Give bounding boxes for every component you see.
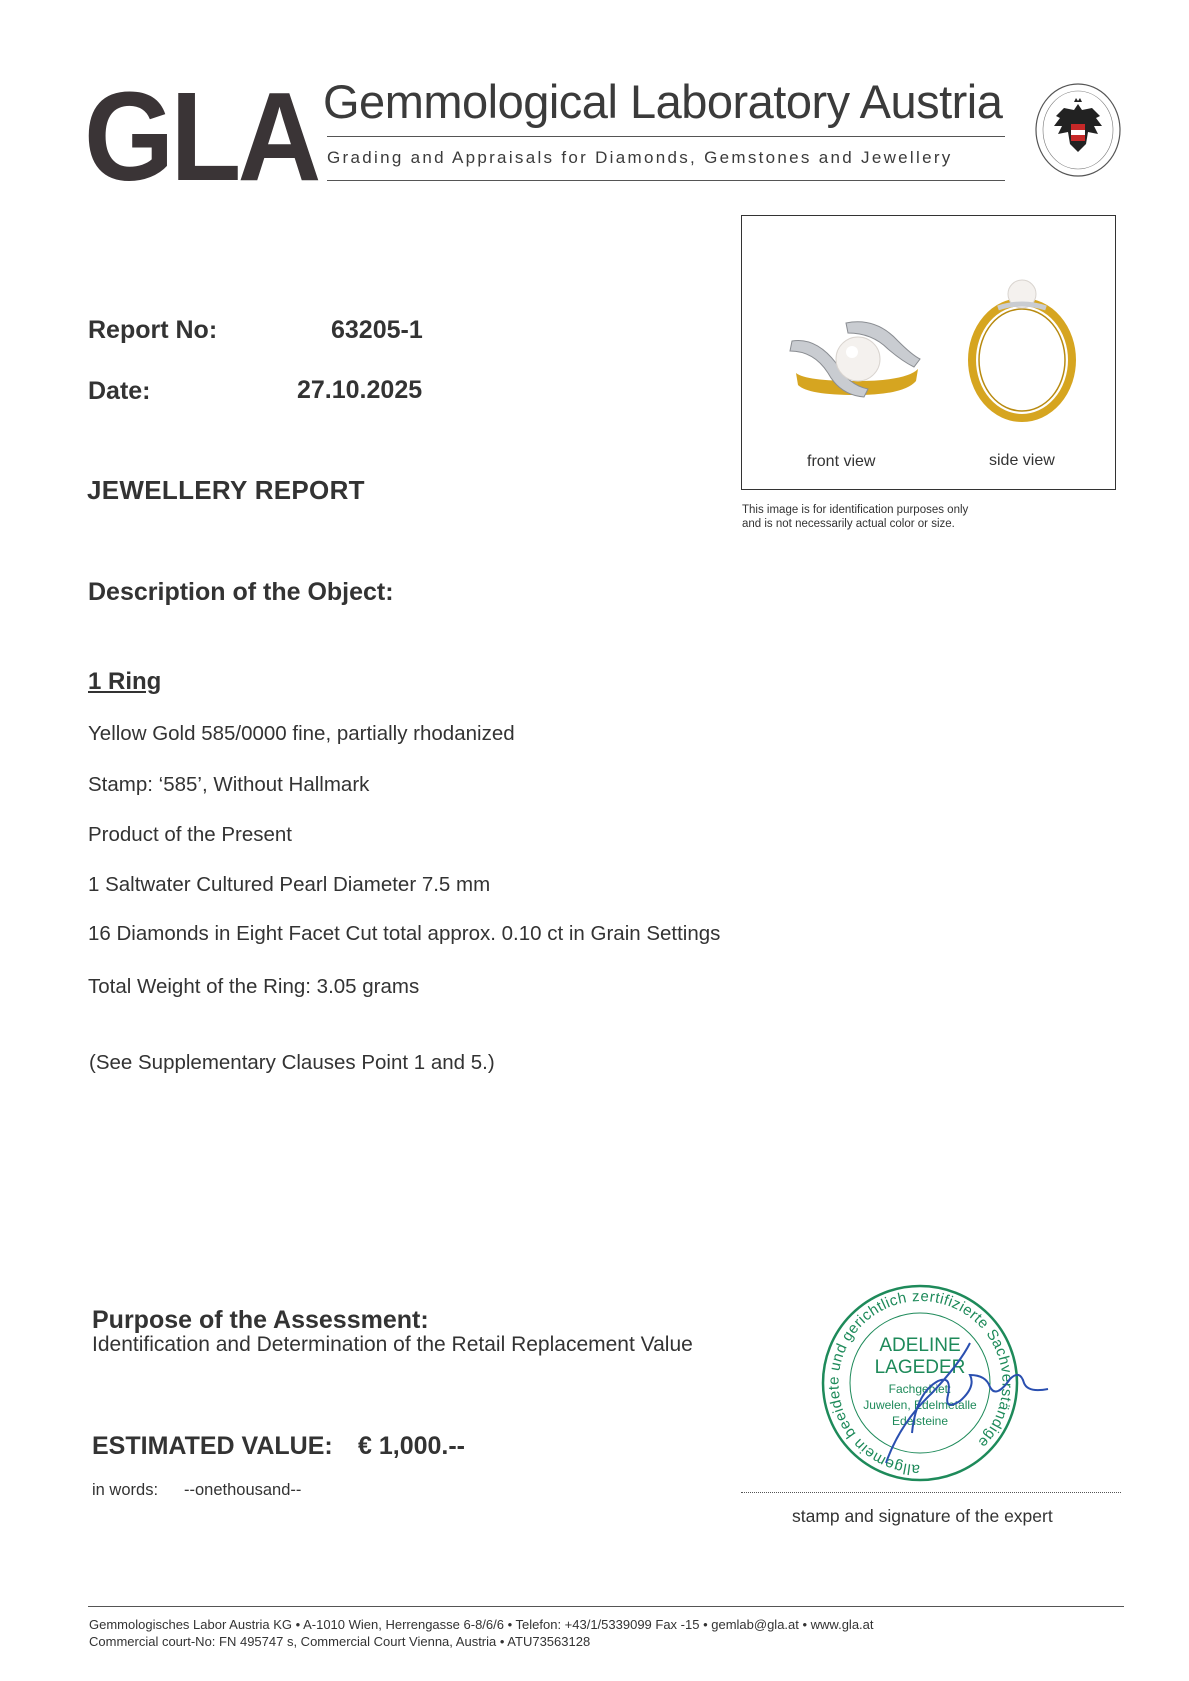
in-words-label: in words: xyxy=(92,1481,159,1499)
footer-address: Gemmologisches Labor Austria KG • A-1010 Wien, Herrengasse 6-8/6/6 • Telefon: +43/1/5339099 Fax -15 • gemlab@gla.at • www.gla.at xyxy=(89,1617,874,1632)
expert-stamp-signature xyxy=(820,1283,1050,1488)
date-label: Date: xyxy=(88,377,151,405)
purpose-text: Identification and Determination of the Retail Replacement Value xyxy=(92,1333,693,1356)
purpose-heading: Purpose of the Assessment: xyxy=(92,1306,429,1334)
front-view-caption: front view xyxy=(807,453,876,470)
footer-rule xyxy=(88,1606,1124,1607)
object-title: 1 Ring xyxy=(88,668,162,695)
header-rule-top xyxy=(327,136,1005,137)
in-words-value: --onethousand-- xyxy=(184,1481,302,1499)
description-line: 16 Diamonds in Eight Facet Cut total approx. 0.10 ct in Grain Settings xyxy=(88,922,721,945)
side-view-caption: side view xyxy=(989,452,1055,469)
identification-image-box xyxy=(741,215,1116,490)
estimated-value-label: ESTIMATED VALUE: xyxy=(92,1432,333,1460)
footer-registration: Commercial court-No: FN 495747 s, Commercial Court Vienna, Austria • ATU73563128 xyxy=(89,1634,591,1649)
description-line: 1 Saltwater Cultured Pearl Diameter 7.5 mm xyxy=(88,873,491,896)
image-disclaimer-line: This image is for identification purposes only xyxy=(742,504,969,516)
report-date: 27.10.2025 xyxy=(297,376,423,404)
image-disclaimer-line: and is not necessarily actual color or size. xyxy=(742,518,955,530)
description-line: Product of the Present xyxy=(88,823,292,846)
description-line: Yellow Gold 585/0000 fine, partially rhodanized xyxy=(88,722,515,745)
description-heading: Description of the Object: xyxy=(88,578,394,606)
report-number-label: Report No: xyxy=(88,316,218,344)
stamp-caption: stamp and signature of the expert xyxy=(792,1506,1053,1526)
austrian-eagle-seal-icon xyxy=(1034,82,1122,178)
description-line: Total Weight of the Ring: 3.05 grams xyxy=(88,975,420,998)
stamp-field-line: Juwelen, Edelmetalle xyxy=(863,1398,977,1412)
supplementary-clauses-note: (See Supplementary Clauses Point 1 and 5.) xyxy=(89,1051,495,1074)
stamp-field-line: Fachgebiet: xyxy=(888,1382,952,1396)
ring-side-view-image xyxy=(964,278,1084,423)
estimated-value: € 1,000.-- xyxy=(358,1432,466,1460)
stamp-name-line: ADELINE xyxy=(879,1335,961,1356)
image-disclaimer xyxy=(742,503,1042,531)
description-line: Stamp: ‘585’, Without Hallmark xyxy=(88,773,370,796)
report-number: 63205-1 xyxy=(331,316,423,344)
stamp-ring-text: allgemein beeidete und gerichtlich zertifizierte Sachverständige xyxy=(825,1287,1016,1479)
ring-front-view-image xyxy=(786,311,926,411)
lab-name: Gemmological Laboratory Austria xyxy=(323,75,1003,128)
report-type: JEWELLERY REPORT xyxy=(87,475,365,505)
stamp-name-line: LAGEDER xyxy=(874,1357,966,1378)
signature-line xyxy=(741,1492,1121,1493)
stamp-field-line: Edelsteine xyxy=(891,1414,949,1428)
gla-logo: GLA xyxy=(84,66,318,207)
lab-subtitle: Grading and Appraisals for Diamonds, Gemstones and Jewellery xyxy=(327,148,953,167)
header-rule-bottom xyxy=(327,180,1005,181)
